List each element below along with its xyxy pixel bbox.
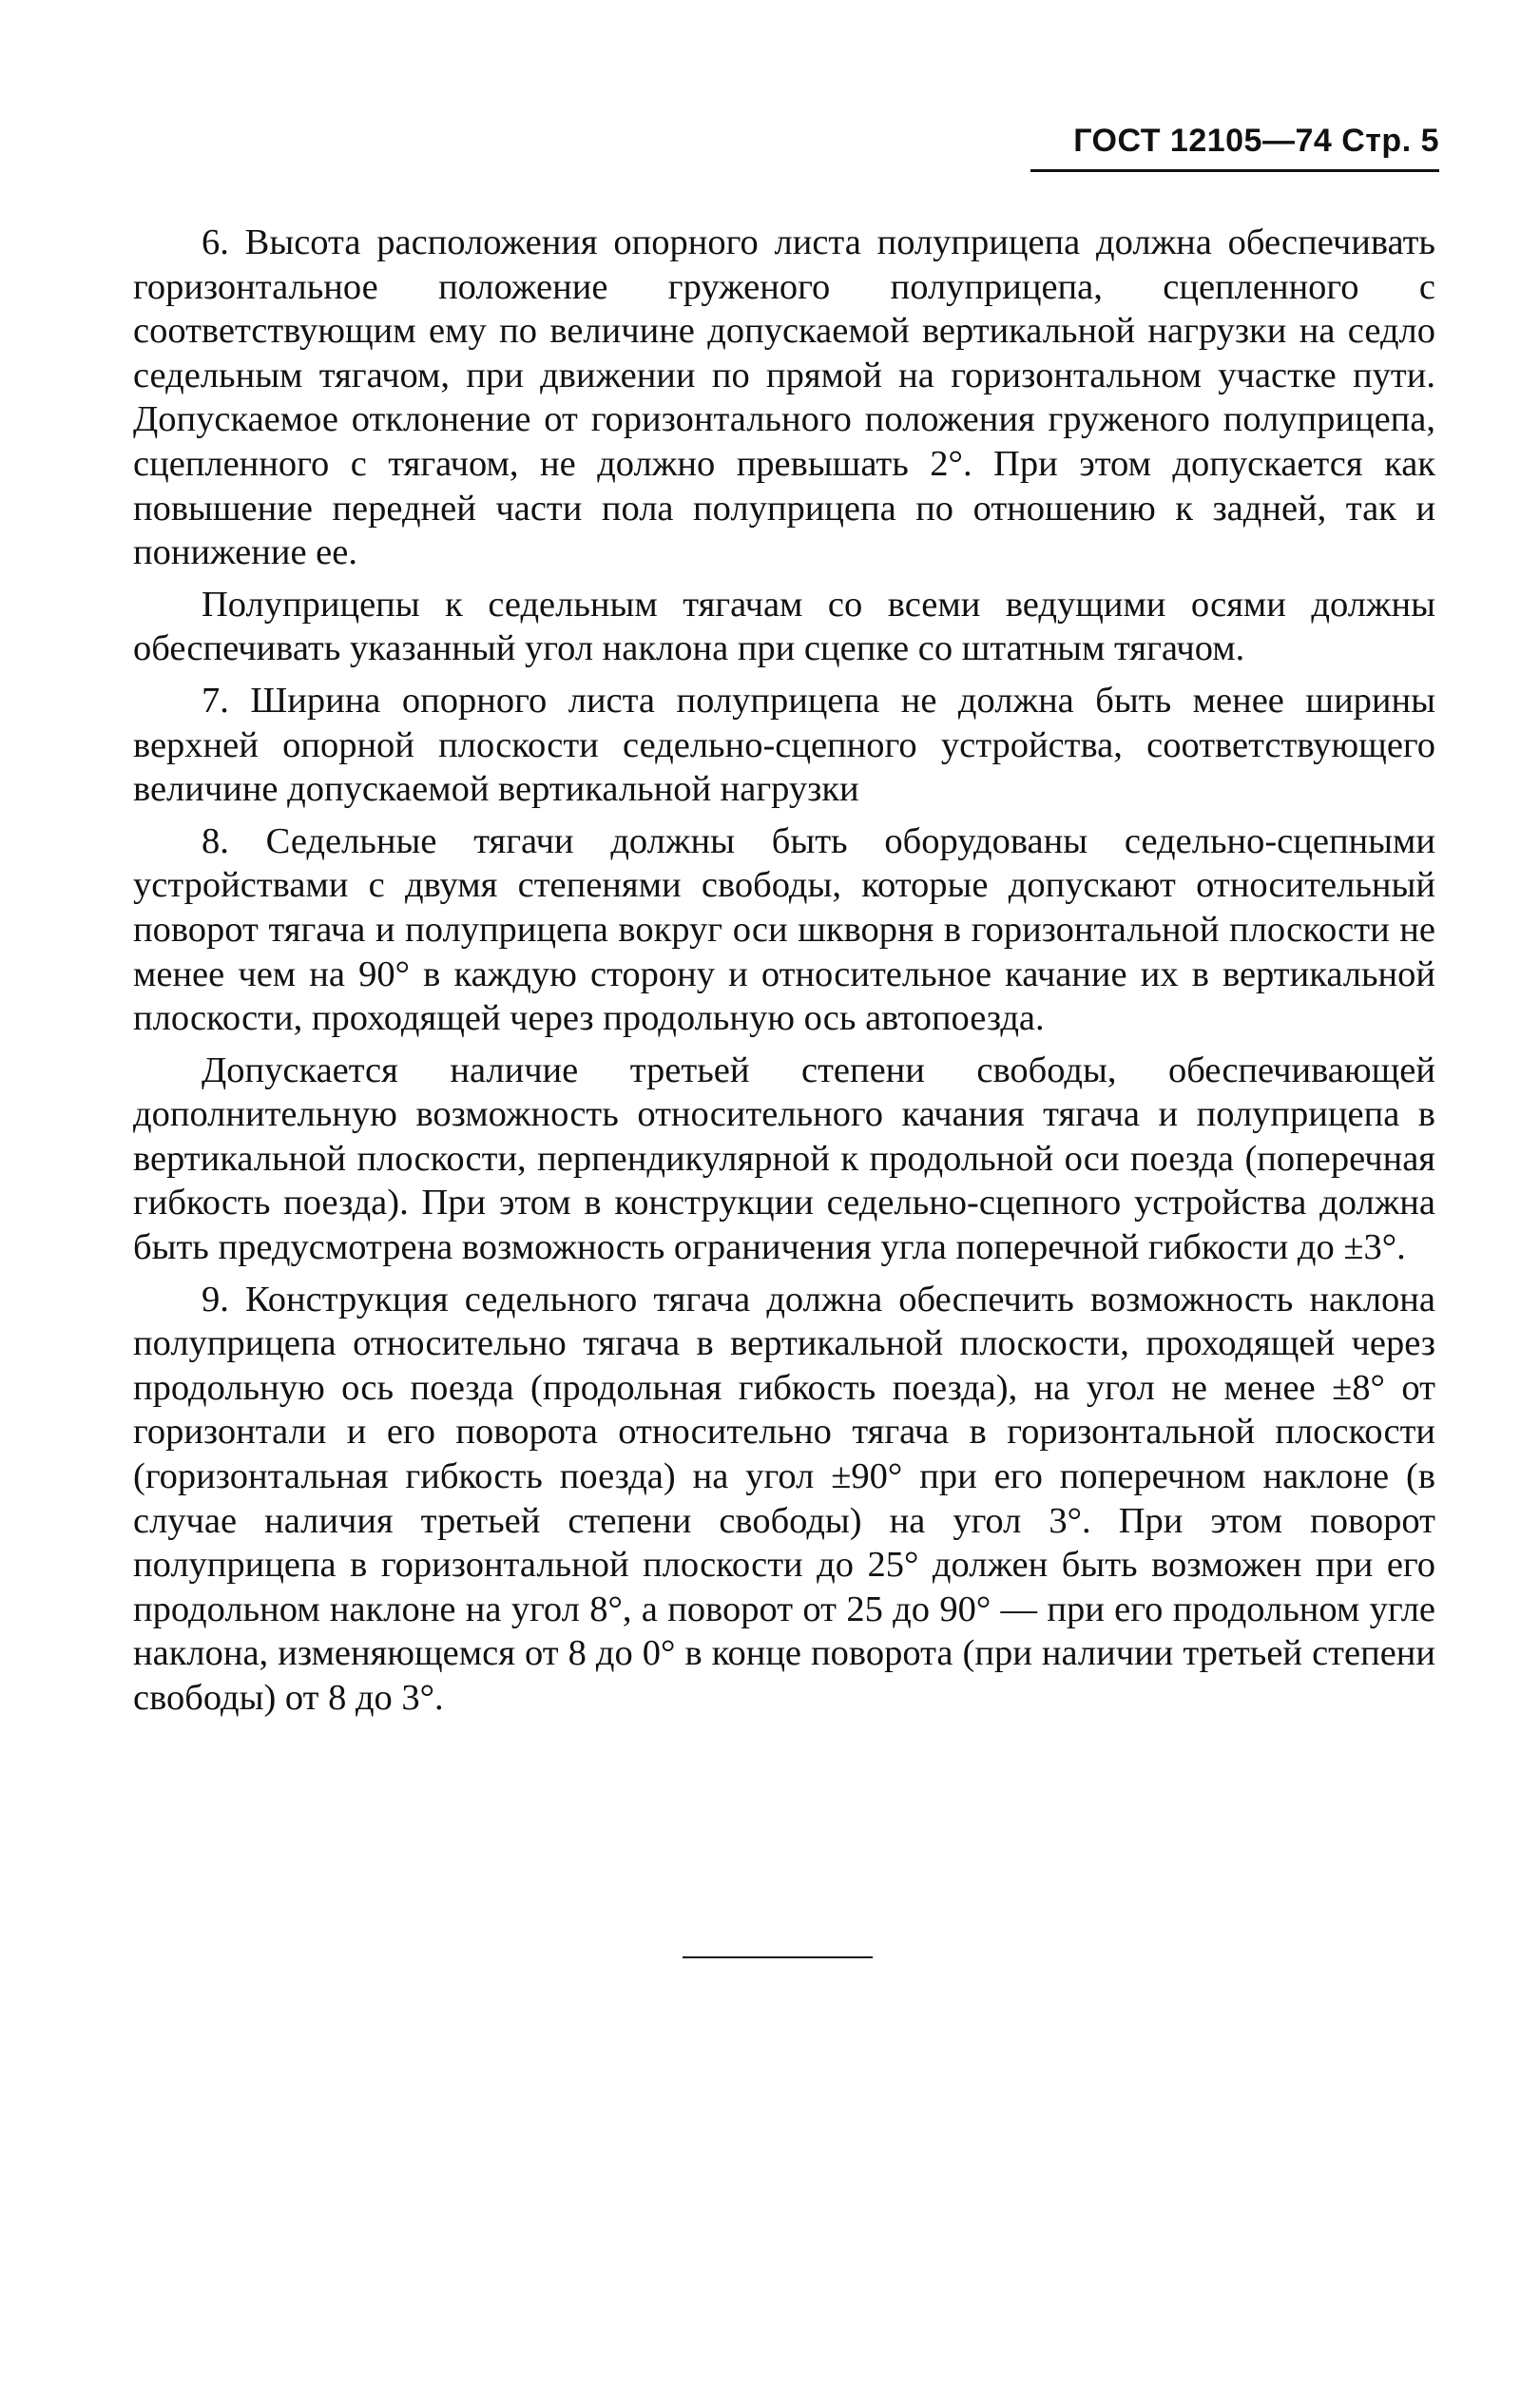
standard-page-label: ГОСТ 12105—74 Стр. 5 bbox=[1073, 123, 1439, 159]
page-header bbox=[1030, 122, 1439, 172]
paragraph-8-note: Допускается наличие третьей степени свободы, обеспечивающей дополнительную возможность относительного качания тягача и полуприцепа в вертикальной плоскости, перпендикулярной к продольной оси поезда (поперечная гибкость поезда). При этом в конструкции седельно-сцепного устройства должна быть предусмотрена возможность ограничения угла поперечной гибкости до ±3°. bbox=[133, 1050, 1435, 1268]
paragraph-7: 7. Ширина опорного листа полуприцепа не должна быть менее ширины верхней опорной плоскости седельно-сцепного устройства, соответствующего величине допускаемой вертикальной нагрузки bbox=[133, 680, 1435, 810]
end-divider bbox=[683, 1956, 873, 1958]
document-body bbox=[133, 221, 1435, 1721]
paragraph-6-note: Полуприцепы к седельным тягачам со всеми ведущими осями должны обеспечивать указанный угол наклона при сцепке со штатным тягачом. bbox=[133, 584, 1435, 669]
paragraph-9: 9. Конструкция седельного тягача должна обеспечить возможность наклона полуприцепа относительно тягача в вертикальной плоскости, проходящей через продольную ось поезда (продольная гибкость поезда), на угол не менее ±8° от горизонтали и его поворота относительно тягача в горизонтальной плоскости (горизонтальная гибкость поезда) на угол ±90° при его поперечном наклоне (в случае наличия третьей степени свободы) на угол 3°. При этом поворот полуприцепа в горизонтальной плоскости до 25° должен быть возможен при его продольном наклоне на угол 8°, а поворот от 25 до 90° — при его продольном угле наклона, изменяющемся от 8 до 0° в конце поворота (при наличии третьей степени свободы) от 8 до 3°. bbox=[133, 1279, 1435, 1718]
paragraph-6: 6. Высота расположения опорного листа полуприцепа должна обеспечивать горизонтальное положение груженого полуприцепа, сцепленного с соответствующим ему по величине допускаемой вертикальной нагрузки на седло седельным тягачом, при движении по прямой на горизонтальном участке пути. Допускаемое отклонение от горизонтального положения груженого полуприцепа, сцепленного с тягачом, не должно превышать 2°. При этом допускается как повышение передней части пола полуприцепа по отношению к задней, так и понижение ее. bbox=[133, 222, 1435, 573]
header-divider bbox=[1030, 169, 1439, 172]
paragraph-8: 8. Седельные тягачи должны быть оборудованы седельно-сцепными устройствами с двумя степенями свободы, которые допускают относительный поворот тягача и полуприцепа вокруг оси шкворня в горизонтальной плоскости не менее чем на 90° в каждую сторону и относительное качание их в вертикальной плоскости, проходящей через продольную ось автопоезда. bbox=[133, 820, 1435, 1039]
